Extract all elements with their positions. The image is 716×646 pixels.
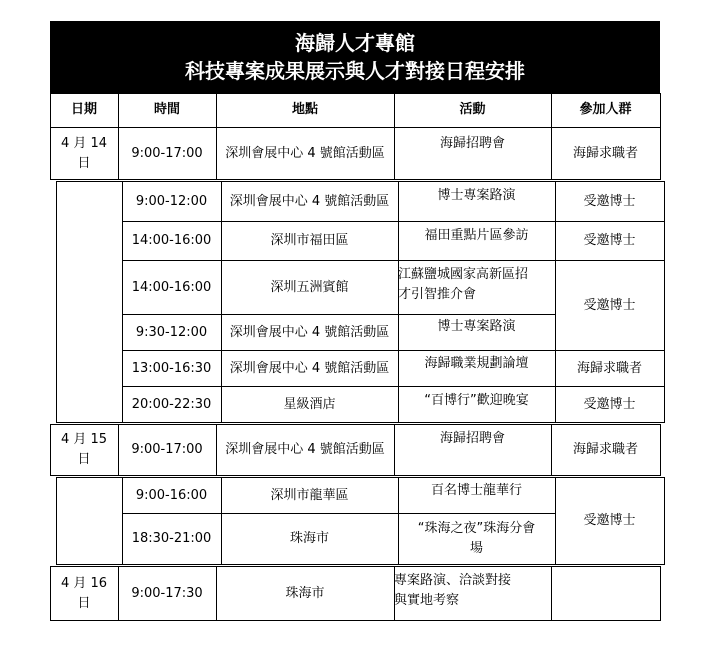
place-cell: 星級酒店 — [283, 396, 336, 412]
header-participants: 參加人群 — [579, 102, 632, 117]
grid-line — [56, 477, 57, 565]
time-cell: 13:00-16:30 — [131, 360, 212, 376]
time-cell: 18:30-21:00 — [131, 531, 212, 546]
header-activity: 活動 — [459, 102, 486, 117]
participants-cell-empty — [551, 567, 660, 620]
time-cell: 20:00-22:30 — [131, 396, 212, 412]
activity-line: 場 — [469, 541, 483, 556]
participants-cell: 海歸求職者 — [572, 442, 638, 457]
grid-line — [660, 127, 661, 180]
header-time: 時間 — [153, 102, 180, 117]
date-cell — [50, 128, 118, 179]
time-cell: 14:00-16:00 — [131, 233, 212, 248]
date-day: 4 月 16 — [60, 575, 108, 591]
time-cell: 9:00-17:00 — [131, 442, 203, 457]
activity-line: 才引智推介會 — [398, 287, 477, 302]
participants-cell: 受邀博士 — [583, 297, 636, 313]
date-day: 4 月 15 — [60, 432, 108, 447]
place-cell: 深圳會展中心 4 號館活動區 — [229, 324, 390, 340]
participants-cell: 受邀博士 — [583, 396, 636, 412]
time-cell: 9:00-17:30 — [131, 585, 203, 601]
date-suffix: 日 — [77, 452, 91, 467]
time-cell: 9:00-17:00 — [131, 145, 203, 161]
grid-line — [664, 181, 665, 423]
header-place: 地點 — [291, 102, 318, 117]
activity-line: 專案路演、洽談對接 — [394, 573, 512, 588]
activity-cell — [398, 261, 555, 314]
activity-cell — [394, 567, 551, 620]
date-cell — [50, 425, 118, 475]
participants-cell: 海歸求職者 — [572, 145, 638, 161]
date-day: 4 月 14 — [60, 135, 108, 151]
grid-line — [56, 422, 665, 423]
activity-line: 江蘇鹽城國家高新區招 — [398, 267, 529, 282]
grid-line — [50, 475, 661, 476]
place-cell: 珠海市 — [289, 531, 329, 546]
title-line-1: 海歸人才專館 — [295, 31, 415, 55]
participants-cell: 海歸求職者 — [576, 360, 642, 376]
grid-line — [664, 477, 665, 565]
activity-line: 與實地考察 — [394, 593, 460, 608]
participants-cell: 受邀博士 — [583, 513, 636, 528]
grid-line — [660, 566, 661, 621]
time-cell: 14:00-16:00 — [131, 279, 212, 295]
activity-cell: 博士專案路演 — [437, 188, 516, 203]
activity-cell: 福田重點片區參訪 — [424, 228, 529, 243]
place-cell: 深圳會展中心 4 號館活動區 — [225, 145, 385, 161]
grid-line — [50, 620, 661, 621]
grid-line — [660, 93, 661, 128]
time-cell: 9:00-12:00 — [135, 193, 208, 209]
place-cell: 深圳五洲賓館 — [270, 279, 349, 295]
activity-cell — [398, 514, 555, 564]
participants-cell: 受邀博士 — [583, 193, 636, 209]
activity-cell: 百名博士龍華行 — [430, 483, 522, 498]
grid-line — [50, 179, 661, 180]
header-date: 日期 — [70, 102, 97, 117]
activity-cell: 博士專案路演 — [437, 319, 516, 334]
grid-line — [56, 564, 665, 565]
activity-cell: “百博行”歡迎晚宴 — [424, 393, 529, 408]
grid-line — [56, 181, 57, 423]
place-cell: 深圳會展中心 4 號館活動區 — [229, 360, 390, 376]
place-cell: 珠海市 — [285, 585, 325, 601]
place-cell: 深圳會展中心 4 號館活動區 — [229, 193, 390, 209]
schedule-title — [50, 21, 660, 93]
time-cell: 9:00-16:00 — [135, 487, 208, 503]
participants-cell: 受邀博士 — [583, 233, 636, 248]
activity-cell: 海歸招聘會 — [439, 136, 505, 151]
title-line-2: 科技專案成果展示與人才對接日程安排 — [185, 59, 525, 83]
grid-line — [660, 424, 661, 476]
date-cell — [50, 567, 118, 620]
time-cell: 9:30-12:00 — [135, 324, 208, 340]
place-cell: 深圳市福田區 — [270, 233, 349, 248]
date-suffix: 日 — [77, 595, 91, 611]
date-suffix: 日 — [77, 155, 91, 171]
place-cell: 深圳會展中心 4 號館活動區 — [225, 442, 385, 457]
activity-line: “珠海之夜”珠海分會 — [417, 521, 536, 536]
activity-cell: 海歸職業規劃論壇 — [424, 356, 529, 371]
place-cell: 深圳市龍華區 — [270, 487, 349, 503]
activity-cell: 海歸招聘會 — [439, 431, 505, 446]
